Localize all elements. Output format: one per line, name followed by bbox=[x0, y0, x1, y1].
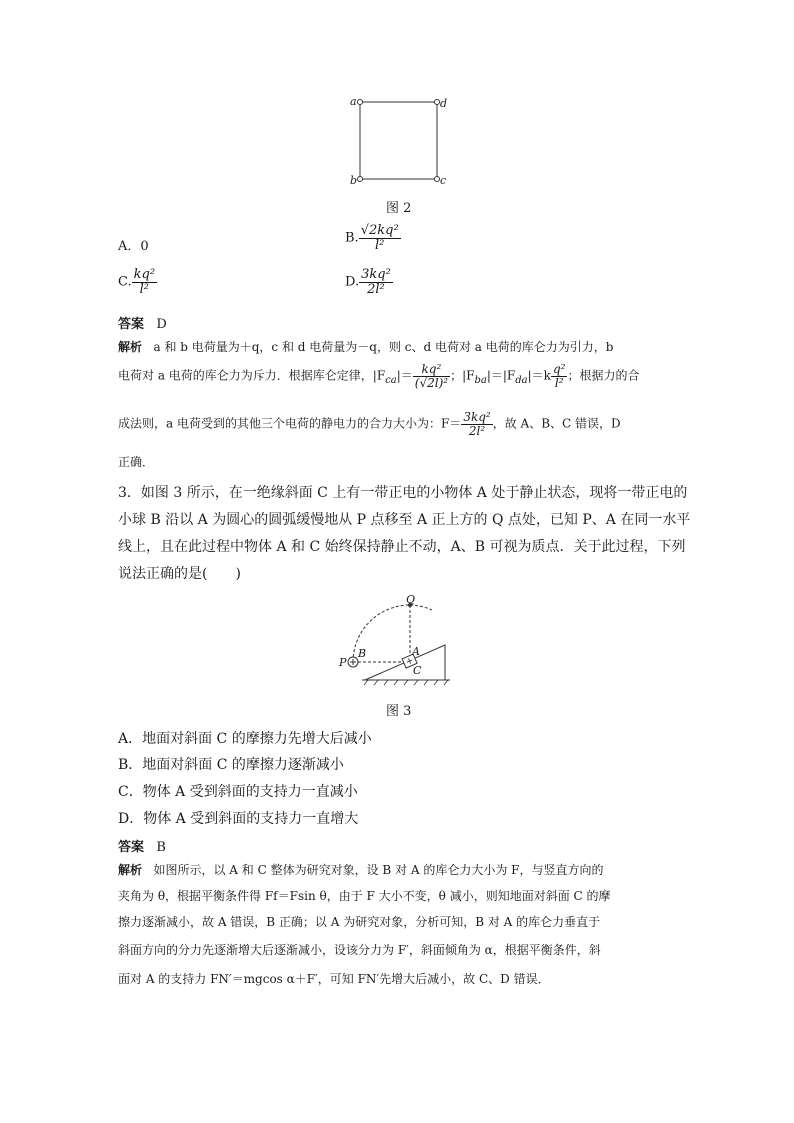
q2-option-d-prefix: D. bbox=[345, 274, 360, 290]
figure3-caption: 图 3 bbox=[386, 704, 412, 719]
q3-line1: 3．如图 3 所示，在一绝缘斜面 C 上有一带正电的小物体 A 处于静止状态，现将一带正电的 bbox=[118, 485, 688, 501]
figure2-diagram bbox=[345, 92, 455, 192]
q3-line3: 线上，且在此过程中物体 A 和 C 始终保持静止不动，A、B 可视为质点．关于此过程，下列 bbox=[118, 539, 686, 555]
q2-explanation-text2f: ；根据力的合 bbox=[567, 368, 640, 383]
q2-option-a: A．0 bbox=[118, 239, 149, 254]
q2-option-c bbox=[118, 268, 157, 296]
q3-option-d: D．物体 A 受到斜面的支持力一直增大 bbox=[118, 811, 359, 827]
q2-option-b-den: l² bbox=[374, 237, 385, 253]
q2-option-c-den: l² bbox=[139, 281, 150, 297]
q2-answer-label: 答案 bbox=[118, 317, 145, 332]
q2-explanation-text2e: |＝k bbox=[527, 368, 551, 383]
q2-explanation-frac2-den: l² bbox=[554, 375, 564, 390]
q2-option-d-den: 2l² bbox=[367, 281, 385, 297]
figure3-label-b: B bbox=[358, 647, 367, 660]
q3-explanation-label: 解析 bbox=[118, 863, 143, 877]
q2-explanation-frac3-num: 3kq² bbox=[463, 410, 491, 424]
figure2-label-d: d bbox=[440, 97, 448, 110]
figure2-label-a: a bbox=[350, 95, 357, 108]
q3-line2: 小球 B 沿以 A 为圆心的圆弧缓慢地从 P 点移至 A 正上方的 Q 点处，已知 P、A 在同一水平 bbox=[118, 512, 691, 528]
q2-explanation-text2c: ；|F bbox=[450, 368, 475, 383]
q2-option-c-num: kq² bbox=[133, 267, 156, 282]
q3-explanation-line5: 面对 A 的支持力 FN′＝mgcos α＋F′，可知 FN′先增大后减小，故 C、D 错误． bbox=[118, 972, 550, 986]
figure3-label-q: Q bbox=[406, 593, 416, 606]
q3-option-a: A．地面对斜面 C 的摩擦力先增大后减小 bbox=[118, 731, 372, 747]
q3-line4: 说法正确的是( ) bbox=[118, 566, 241, 582]
q2-explanation-sub-ca: ca bbox=[385, 374, 397, 386]
q2-explanation-sub-ba: ba bbox=[474, 374, 487, 386]
q3-answer-label: 答案 bbox=[118, 840, 145, 855]
q3-explanation-line2: 夹角为 θ，根据平衡条件得 Ff＝Fsin θ，由于 F 大小不变，θ 减小，则知地面对斜面 C 的摩 bbox=[118, 889, 611, 903]
q3-option-c: C．物体 A 受到斜面的支持力一直减小 bbox=[118, 784, 358, 800]
q2-explanation-sub-da: da bbox=[515, 374, 528, 386]
q2-explanation-line2 bbox=[118, 363, 639, 391]
q3-answer bbox=[118, 836, 166, 855]
q2-explanation-frac1-num: kq² bbox=[413, 363, 450, 377]
q2-explanation-text2a: 电荷对 a 电荷的库仑力为斥力．根据库仑定律，|F bbox=[118, 368, 386, 383]
q2-explanation-text3b: ，故 A、B、C 错误，D bbox=[492, 416, 621, 431]
q3-option-b: B．地面对斜面 C 的摩擦力逐渐减小 bbox=[118, 757, 344, 773]
q2-option-b-num: √2kq² bbox=[360, 223, 399, 238]
q2-option-d bbox=[345, 268, 393, 296]
q2-explanation-line3 bbox=[118, 411, 621, 437]
q2-explanation-line4: 正确． bbox=[118, 455, 155, 469]
figure3-label-a: A bbox=[412, 645, 420, 658]
q2-explanation-text2d: |＝|F bbox=[486, 368, 516, 383]
q2-option-d-num: 3kq² bbox=[361, 267, 391, 282]
q2-explanation-text2b: |＝ bbox=[396, 368, 413, 383]
q3-explanation-line1 bbox=[118, 860, 603, 880]
q2-explanation-frac2-num: q² bbox=[552, 362, 566, 376]
q2-option-c-prefix: C. bbox=[118, 274, 132, 290]
q2-explanation-text1: a 和 b 电荷量为＋q，c 和 d 电荷量为－q，则 c、d 电荷对 a 电荷的库仑力为引力，b bbox=[153, 340, 614, 354]
figure2-label-b: b bbox=[350, 174, 358, 187]
q2-answer bbox=[118, 313, 167, 332]
q2-explanation-line1 bbox=[118, 337, 678, 357]
figure3-label-p: P bbox=[339, 656, 347, 669]
q3-explanation-line4: 斜面方向的分力先逐渐增大后逐渐减小，设该分力为 F′，斜面倾角为 α，根据平衡条件，斜 bbox=[118, 943, 601, 957]
q3-answer-value: B bbox=[156, 840, 166, 855]
q2-answer-value: D bbox=[156, 317, 167, 332]
q2-explanation-frac3-den: 2l² bbox=[468, 423, 486, 438]
q3-explanation-line3: 擦力逐渐减小，故 A 错误，B 正确；以 A 为研究对象，分析可知，B 对 A 的库仑力垂直于 bbox=[118, 915, 601, 929]
q2-option-b-prefix: B. bbox=[345, 230, 359, 246]
figure3-label-c: C bbox=[413, 664, 422, 677]
q2-explanation-label: 解析 bbox=[118, 340, 143, 354]
figure2-label-c: c bbox=[440, 174, 447, 187]
q2-explanation-frac1-den: (√2l)² bbox=[414, 375, 449, 390]
q2-option-b bbox=[345, 224, 401, 252]
figure3-diagram bbox=[340, 590, 460, 690]
figure2-caption: 图 2 bbox=[386, 201, 412, 216]
q3-explanation-text1: 如图所示，以 A 和 C 整体为研究对象，设 B 对 A 的库仑力大小为 F，与竖直方向的 bbox=[153, 863, 604, 877]
q2-explanation-text3a: 成法则，a 电荷受到的其他三个电荷的静电力的合力大小为：F＝ bbox=[118, 416, 462, 431]
